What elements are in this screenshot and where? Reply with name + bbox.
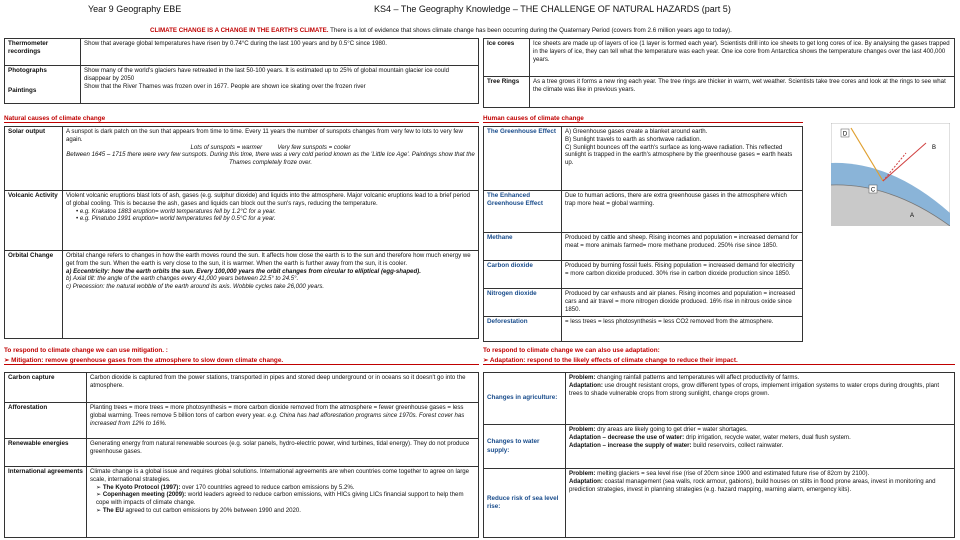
- co2-text: Produced by burning fossil fuels. Rising population = increased demand for electricity = more carbon dioxide produced. 30% rise in carbon dioxide production since 1850.: [562, 261, 803, 289]
- mitigation-text: Carbon dioxide is captured from the power stations, transported in pipes and stored deep underground or in oceans so it doesn't go into the atmosphere.: [87, 373, 479, 403]
- evidence-right-table: [483, 38, 955, 108]
- intl-eu: [90, 507, 475, 515]
- adaptation-cell: [566, 469, 955, 538]
- adapt-text: drip irrigation, recycle water, water meters, dual flush system.: [684, 433, 851, 441]
- volcanic-example: • e.g. Pinatubo 1991 eruption= world temperatures fell by 0.5°C for a year.: [66, 215, 475, 223]
- evidence-left-table: [4, 38, 479, 104]
- diagram-label-c: C: [870, 187, 876, 194]
- enhanced-text: Due to human actions, there are extra greenhouse gases in the atmosphere which trap more heat = global warming.: [562, 191, 803, 233]
- evidence-text: Show that average global temperatures have risen by 0.74°C during the last 100 years and by 0.5°C since 1980.: [81, 39, 479, 66]
- adaptation-solution: [569, 382, 951, 398]
- evidence-text: Show that the River Thames was frozen over in 1677. People are shown ice skating over the frozen river: [84, 82, 366, 90]
- evidence-text-stack: [81, 66, 479, 104]
- greenhouse-item: C) Sunlight bounces off the earth's surface as long-wave radiation. This reflected sunlight is trapped in the earth's atmosphere by the greenhouse gases = earth heats up.: [565, 143, 793, 167]
- adaptation-label: Reduce risk of sea level rise:: [484, 469, 566, 538]
- human-causes-table: [483, 126, 803, 342]
- diagram-label-d: D: [842, 131, 848, 138]
- adapt-title: Adaptation:: [569, 477, 603, 485]
- cause-label: The Greenhouse Effect: [484, 127, 562, 191]
- mitigation-label: Afforestation: [5, 403, 87, 439]
- natural-causes-table: [4, 126, 479, 339]
- intro-highlight: CLIMATE CHANGE IS A CHANGE IN THE EARTH'S CLIMATE.: [150, 27, 329, 34]
- cause-label: Nitrogen dioxide: [484, 289, 562, 317]
- orbital-a: a) Eccentricity: how the earth orbits the sun. Every 100,000 years the orbit changes from circular to elliptical (egg-shaped).: [66, 267, 421, 275]
- orbital-b: b) Axial tilt: the angle of the earth changes every 41,000 years between 22.5° to 24.5°.: [66, 275, 299, 283]
- adaptation-heading: To respond to climate change we can also use adaptation:: [483, 347, 660, 354]
- evidence-label: Tree Rings: [484, 77, 530, 108]
- page-title: KS4 – The Geography Knowledge – THE CHALLENGE OF NATURAL HAZARDS (part 5): [374, 4, 731, 14]
- diagram-label-a: A: [910, 213, 915, 219]
- adapt-title: Adaptation:: [569, 381, 603, 389]
- deforest-text: = less trees = less photosynthesis = less CO2 removed from the atmosphere.: [562, 317, 803, 342]
- cause-label: Carbon dioxide: [484, 261, 562, 289]
- greenhouse-cell: [562, 127, 803, 191]
- methane-text: Produced by cattle and sheep. Rising incomes and population = increased demand for meat = more animals farmed= more methane produced. 250% rise since 1850.: [562, 233, 803, 261]
- cause-label: Volcanic Activity: [5, 191, 63, 251]
- evidence-label: Ice cores: [484, 39, 530, 77]
- evidence-label-stack: [5, 66, 81, 104]
- adapt-text: build reservoirs, collect rainwater.: [691, 441, 784, 449]
- greenhouse-diagram: [831, 123, 950, 226]
- mitigation-example: e.g. China has had afforestation programs since 1970s. Forest cover has increased from 12% to 16%.: [90, 411, 465, 427]
- solar-text: A sunspot is dark patch on the sun that appears from time to time. Every 11 years the number of sunspots changes from very few to lots to very few again.: [66, 128, 463, 143]
- adapt-title: Adaptation – decrease the use of water:: [569, 433, 685, 441]
- cause-label: Methane: [484, 233, 562, 261]
- problem-text: changing rainfall patterns and temperatures will affect productivity of farms.: [595, 374, 800, 381]
- international-cell: [87, 467, 479, 538]
- cause-label: Orbital Change: [5, 251, 63, 339]
- adaptation-problem: [569, 426, 951, 434]
- mitigation-label: Carbon capture: [5, 373, 87, 403]
- afforestation-cell: [87, 403, 479, 439]
- greenhouse-item: B) Sunlight travels to earth as shortwave radiation.: [565, 135, 702, 143]
- mitigation-label: Renewable energies: [5, 439, 87, 467]
- intl-copenhagen: [90, 491, 475, 507]
- adaptation-cell: [566, 425, 955, 469]
- natural-causes-heading: Natural causes of climate change: [4, 115, 479, 123]
- adaptation-label: Changes to water supply:: [484, 425, 566, 469]
- intl-text: Climate change is a global issue and requires global solutions. International agreements are when countries come together to agree on large scale, international strategies.: [90, 468, 470, 483]
- adaptation-label: Changes in agriculture:: [484, 373, 566, 425]
- problem-title: Problem:: [569, 374, 596, 381]
- solar-cell: [63, 127, 479, 191]
- adaptation-subheading: ➢ Adaptation: respond to the likely effects of climate change to reduce their impact.: [483, 356, 955, 365]
- adapt-text: coastal management (sea walls, rock armour, gabions), build houses on stilts in flood prone areas, invest in monitoring and prediction strategies, invest in planning strategies (e.g. hazard mapping, warning alarm, emergency kits).: [569, 477, 936, 493]
- orbital-c: c) Precession: the natural wobble of the earth around its axis. Wobble cycles take 26,000 years.: [66, 283, 325, 291]
- adapt-text: use drought resistant crops, grow different types of crops, implement irrigation systems to water crops during droughts, plant trees to shade vulnerable crops from strong sunlight, change crops grown.: [569, 381, 940, 397]
- greenhouse-item: A) Greenhouse gases create a blanket around earth.: [565, 128, 708, 135]
- solar-italic: Between 1645 – 1715 there were very few sunspots. During this time, there was a very cold period known as the 'Little Ice Age'. Paintings show that the Thames completely froze over.: [66, 151, 475, 167]
- mitigation-text: Generating energy from natural renewable sources (e.g. solar panels, hydro-electric power, wind turbines, tidal energy). They do not produce greenhouse gases.: [87, 439, 479, 467]
- orbital-text: Orbital change refers to changes in how the earth moves round the sun. It affects how close the earth is to the sun and therefore how much energy we get from the sun. When the earth is very close to the sun, it is warmer. When the earth is further away from the sun, it is cooler.: [66, 252, 471, 267]
- intl-kyoto-text: over 170 countries agreed to reduce carbon emissions by 5.2%.: [180, 483, 355, 491]
- cause-label: Deforestation: [484, 317, 562, 342]
- adapt-title: Adaptation – increase the supply of water:: [569, 441, 692, 449]
- evidence-label: Thermometer recordings: [5, 39, 81, 66]
- adaptation-problem: [569, 470, 951, 478]
- adaptation-cell: [566, 373, 955, 425]
- cause-label: The Enhanced Greenhouse Effect: [484, 191, 562, 233]
- adaptation-problem: [569, 374, 951, 382]
- intl-cop-text: world leaders agreed to reduce carbon emissions, with HICs giving LICs financial support to help them cope with impacts of climate change.: [96, 491, 464, 507]
- mitigation-label: International agreements: [5, 467, 87, 538]
- volcanic-example: • e.g. Krakatoa 1883 eruption= world temperatures fell by 1.2°C for a year.: [66, 208, 475, 216]
- problem-title: Problem:: [569, 426, 596, 433]
- evidence-text: Ice sheets are made up of layers of ice (1 layer is formed each year). Scientists drill into ice sheets to get long cores of ice. By analysing the gases trapped in the layers of ice, they can tell what the temperature was each year. One ice core from Antarctica shows the temperature changes over the last 400,000 years.: [530, 39, 955, 77]
- orbital-cell: [63, 251, 479, 339]
- mitigation-text: Planting trees = more trees = more photosynthesis = more carbon dioxide removed from the atmosphere = fewer greenhouse gases = less global warming. Trees remove 5 billion tons of carbon every year.: [90, 404, 464, 419]
- human-causes-heading: Human causes of climate change: [483, 115, 803, 123]
- evidence-label: Paintings: [8, 87, 37, 95]
- intro-body: There is a lot of evidence that shows climate change has been occurring during the Quaternary Period (covers from 2.6 million years ago to today).: [328, 27, 732, 34]
- adaptation-solution: [569, 442, 951, 450]
- intl-eu-text: agreed to cut carbon emissions by 20% between 1990 and 2020.: [123, 506, 301, 514]
- solar-lots: Lots of sunspots = warmer: [190, 143, 263, 151]
- adaptation-solution: [569, 478, 951, 494]
- intl-cop-title: Copenhagen meeting (2009):: [102, 491, 187, 499]
- evidence-text: Show many of the world's glaciers have retreated in the last 50-100 years. It is estimated up to 25% of global mountain glacier ice could disappear by 2050: [84, 67, 449, 82]
- mitigation-heading: To respond to climate change we can use mitigation. :: [4, 347, 168, 354]
- solar-few: Very few sunspots = cooler: [277, 143, 351, 151]
- intro-text: [150, 27, 950, 34]
- volcanic-text: Violent volcanic eruptions blast lots of ash, gases (e.g. sulphur dioxide) and liquids into the atmosphere. Major volcanic eruptions lead to a brief period of global cooling. This is because the ash, gases and liquids can block out the sun's rays, reducing the temperature.: [66, 192, 470, 207]
- solar-compare: [66, 144, 475, 152]
- cause-label: Solar output: [5, 127, 63, 191]
- adaptation-table: [483, 372, 955, 538]
- nitrogen-text: Produced by car exhausts and air planes. Rising incomes and population = increased cars and air travel = more nitrogen dioxide produced. 16% rise in nitrous oxide since 1850.: [562, 289, 803, 317]
- intl-eu-title: The EU: [102, 506, 124, 514]
- problem-text: melting glaciers = sea level rise (rise of 20cm since 1900 and estimated future rise of 82cm by 2100).: [595, 470, 870, 477]
- problem-text: dry areas are likely going to get drier = water shortages.: [595, 426, 748, 433]
- mitigation-table: [4, 372, 479, 538]
- evidence-text: As a tree grows it forms a new ring each year. The tree rings are thicker in warm, wet weather. Scientists take tree cores and look at the rings to see what the climate was like in previous years.: [530, 77, 955, 108]
- intl-kyoto-title: The Kyoto Protocol (1997):: [102, 483, 181, 491]
- volcanic-cell: [63, 191, 479, 251]
- adaptation-solution: [569, 434, 951, 442]
- problem-title: Problem:: [569, 470, 596, 477]
- mitigation-subheading: ➢ Mitigation: remove greenhouse gases from the atmosphere to slow down climate change.: [4, 356, 479, 365]
- page-subtitle: Year 9 Geography EBE: [88, 4, 182, 14]
- intl-kyoto: [90, 484, 475, 492]
- evidence-label: Photographs: [8, 67, 47, 74]
- diagram-label-b: B: [932, 145, 937, 151]
